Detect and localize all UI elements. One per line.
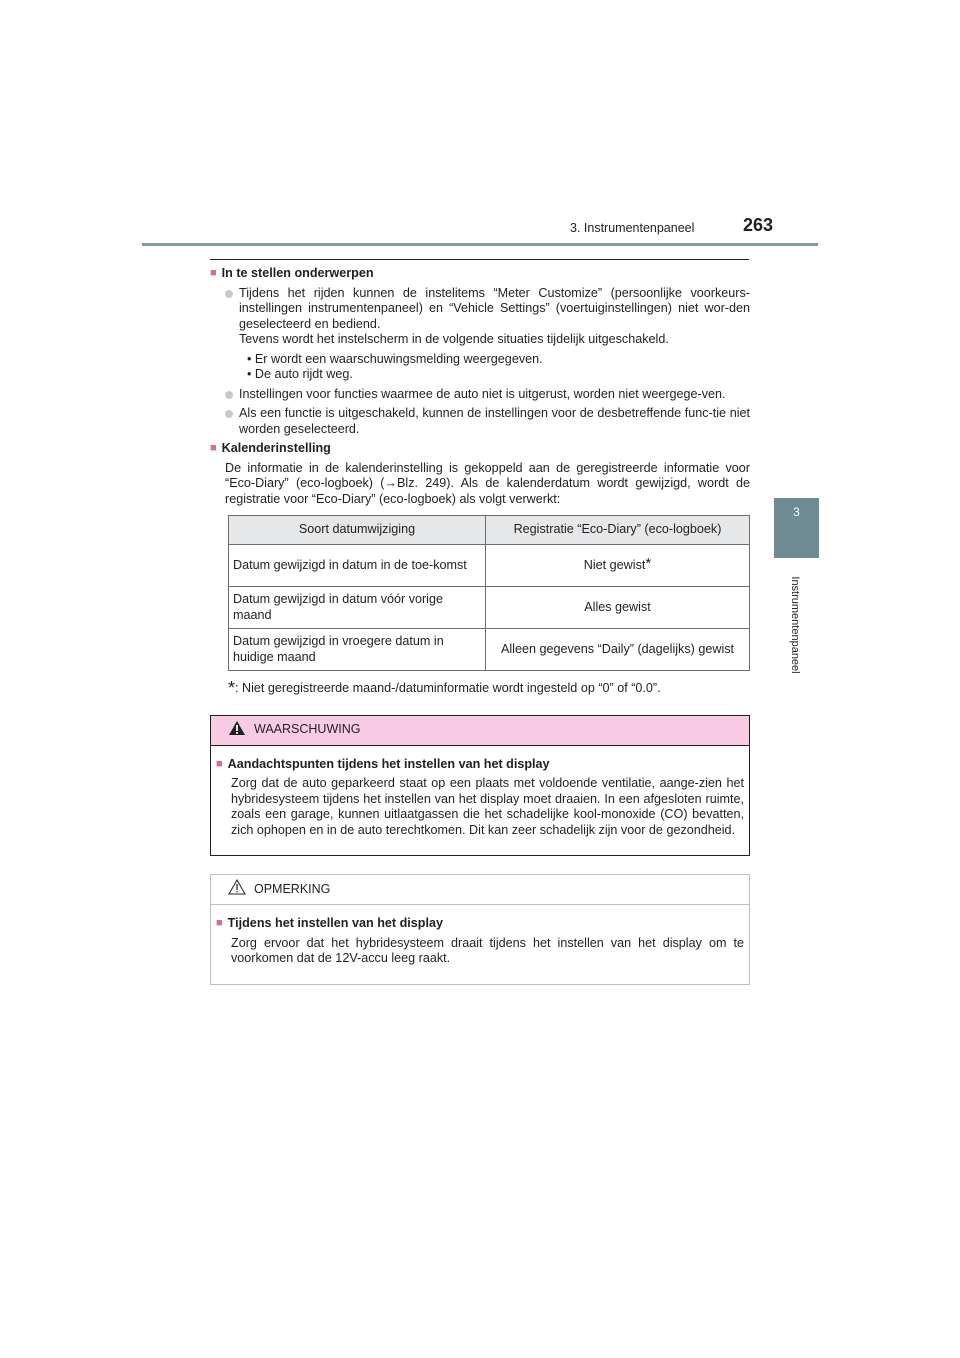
page-number: 263 (743, 215, 774, 235)
table-row (229, 629, 750, 671)
main-content (210, 266, 750, 985)
warning-box (210, 715, 750, 857)
chapter-label (764, 560, 826, 690)
header-title: 3. Instrumentenpaneel (570, 221, 695, 235)
table-cell: Datum gewijzigd in datum in de toe-komst (229, 545, 486, 587)
warning-triangle-icon (228, 720, 246, 741)
circle-bullet-icon (225, 290, 233, 298)
bullet-text: Als een functie is uitgeschakeld, kunnen de instellingen voor de desbetreffende func-tie niet worden geselecteerd. (239, 406, 750, 436)
header-rule (142, 243, 818, 246)
table-cell (486, 545, 750, 587)
date-change-table (228, 515, 750, 671)
content-top-rule (210, 259, 749, 260)
chapter-tab (774, 498, 819, 558)
warning-box-body (211, 746, 749, 856)
circle-bullet-icon (225, 391, 233, 399)
square-bullet-icon: ■ (210, 442, 217, 454)
table-cell: Datum gewijzigd in datum vóór vorige maand (229, 587, 486, 629)
square-bullet-icon: ■ (216, 917, 223, 929)
warning-title: WAARSCHUWING (254, 722, 361, 737)
table-row (229, 545, 750, 587)
table-cell: Datum gewijzigd in vroegere datum in huidige maand (229, 629, 486, 671)
table-header-row (229, 516, 750, 545)
bullet-text: Instellingen voor functies waarmee de auto niet is uitgerust, worden niet weergege-ven. (239, 386, 726, 401)
table-cell: Alles gewist (486, 587, 750, 629)
section-heading-text: Kalenderinstelling (221, 441, 331, 455)
table-header-cell: Registratie “Eco-Diary” (eco-logboek) (486, 516, 750, 545)
circle-bullet-icon (225, 410, 233, 418)
section-heading-settings (210, 266, 750, 282)
note-box-header (211, 875, 749, 905)
sub-list-item: • De auto rijdt weg. (247, 367, 353, 381)
chapter-label-text: Instrumentenpaneel (789, 576, 801, 674)
warning-box-header (211, 716, 749, 746)
bullet-text: Tijdens het rijden kunnen de instelitems “Meter Customize” (persoonlijke voorkeurs-instellingen instrumentenpaneel) en “Vehicle Settings” (voertuiginstellingen) niet wor-den geselecteerd en bediend. (239, 285, 750, 331)
note-heading (216, 916, 744, 932)
square-bullet-icon: ■ (216, 757, 223, 770)
table-header-cell: Soort datumwijziging (229, 516, 486, 545)
note-title: OPMERKING (254, 881, 331, 896)
bullet-text: Tevens wordt het instelscherm in de volgende situaties tijdelijk uitgeschakeld. (239, 332, 669, 346)
date-change-table-wrap (228, 515, 750, 671)
footnote-marker: * (645, 554, 652, 572)
chapter-number: 3 (793, 505, 800, 519)
calendar-paragraph: De informatie in de kalenderinstelling is gekoppeld aan de geregistreerde informatie voor “Eco-Diary” (eco-logboek) (→Blz. 249). Als de kalenderdatum wordt gewijzigd, wordt de registratie voor “Eco-Diary” (eco-logboek) als volgt verwerkt: (225, 460, 750, 506)
caution-triangle-icon (228, 879, 246, 900)
bullet-item (225, 387, 750, 403)
table-row (229, 587, 750, 629)
note-text: Zorg ervoor dat het hybridesysteem draait tijdens het instellen van het display om te voorkomen dat de 12V-accu leeg raakt. (231, 935, 744, 965)
sub-list (247, 352, 750, 383)
table-cell: Alleen gegevens “Daily” (dagelijks) gewist (486, 629, 750, 671)
section-heading-text: In te stellen onderwerpen (221, 266, 374, 280)
square-bullet-icon: ■ (210, 267, 217, 279)
footnote-marker: * (228, 678, 236, 698)
bullet-item (225, 406, 750, 437)
bullet-item (225, 286, 750, 383)
footnote (228, 679, 750, 697)
note-box (210, 874, 750, 985)
section-heading-calendar (210, 441, 750, 457)
warning-heading (216, 757, 744, 773)
warning-text: Zorg dat de auto geparkeerd staat op een plaats met voldoende ventilatie, aange-zien het hybridesysteem tijdens het instellen van het display moet draaien. In een afgesloten ruimte, zoals een garage, kunnen uitlaatgassen die het schadelijke kool-monoxide (CO) bevatten, zich ophopen en in de auto terechtkomen. Dit kan zeer schadelijk zijn voor de gezondheid. (231, 776, 744, 837)
sub-list-item: • Er wordt een waarschuwingsmelding weergegeven. (247, 351, 543, 366)
footnote-text: : Niet geregistreerde maand-/datuminformatie wordt ingesteld op “0” of “0.0”. (235, 681, 661, 695)
note-box-body (211, 905, 749, 984)
table-cell-text: Niet gewist (583, 557, 646, 572)
warning-heading-text: Aandachtspunten tijdens het instellen van het display (227, 756, 550, 771)
note-heading-text: Tijdens het instellen van het display (227, 916, 443, 930)
